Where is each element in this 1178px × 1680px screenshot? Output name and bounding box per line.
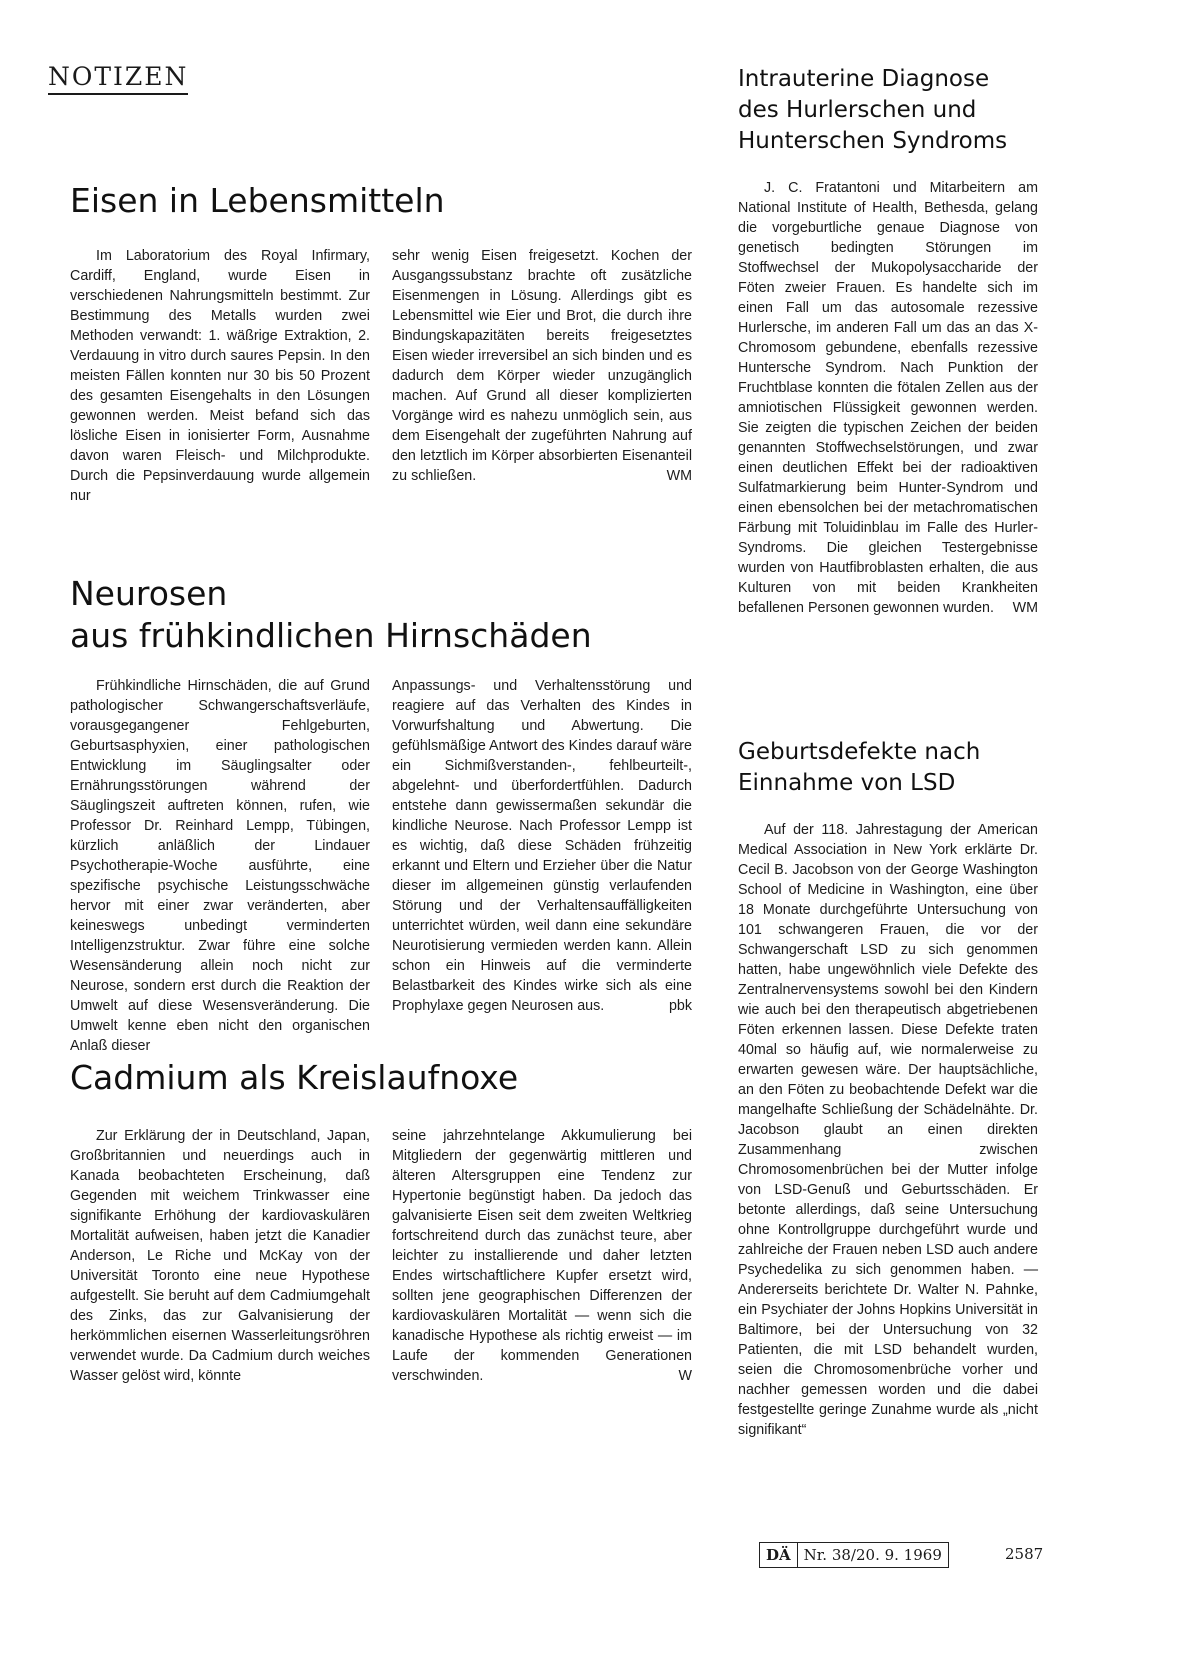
article-title-hurler [738,64,1007,157]
article-neurosen-col1 [70,676,370,1056]
title-line: aus frühkindlichen Hirnschäden [70,616,592,655]
title-line: Intrauterine Diagnose [738,66,990,92]
journal-abbrev: DÄ [760,1543,798,1567]
article-cadmium-col1 [70,1126,370,1386]
title-line: Hunterschen Syndroms [738,128,1008,154]
article-eisen-col2 [392,246,692,486]
article-hurler-body [738,178,1038,618]
article-title-cadmium: Cadmium als Kreislaufnoxe [70,1058,519,1097]
section-label: NOTIZEN [48,62,188,95]
article-title-eisen: Eisen in Lebensmitteln [70,181,445,220]
article-eisen-signoff: WM [666,468,692,484]
article-title-lsd [738,737,980,799]
article-cadmium-col2 [392,1126,692,1386]
article-neurosen-col2 [392,676,692,1016]
article-cadmium-signoff: W [678,1368,692,1384]
title-line: Neurosen [70,574,228,613]
article-eisen-col1 [70,246,370,506]
article-neurosen-col2-text: Anpassungs- und Verhaltensstörung und reagiere auf das Verhalten des Kindes in Vorwurfshaltung und Abwertung. Die gefühlsmäßige Antwort des Kindes darauf wäre ein Sichmißverstanden-, fehlbeurteilt-, abgelehnt- und überfordertfühlen. Dadurch entstehe dann gewissermaßen sekundär die kindliche Neurose. Nach Professor Lempp ist es wichtig, daß diese Schäden frühzeitig erkannt und Eltern und Erzieher über die Natur dieser im allgemeinen günstig verlaufenden Störung und der Verhaltensauffälligkeiten unterrichtet würden, weil dann eine sekundäre Neurotisierung vermieden werden kann. Allein schon ein Hinweis auf die verminderte Belastbarkeit des Kindes wirke sich als eine Prophylaxe gegen Neurosen aus. [392,678,692,1014]
article-cadmium-col2-text: seine jahrzehntelange Akkumulierung bei Mitgliedern der gegenwärtig mittleren und älteren Altersgruppen eine Tendenz zur Hypertonie begünstigt haben. Da jedoch das galvanisierte Eisen seit dem zweiten Weltkrieg fortschreitend durch das zunächst teure, aber leichter zu installierende und daher letzten Endes wirtschaftlichere Kupfer ersetzt wird, sollten jene geographischen Differenzen der kardiovaskulären Mortalität — wenn sich die kanadische Hypothese als richtig erweist — im Laufe der kommenden Generationen verschwinden. [392,1128,692,1384]
article-eisen-col1-text: Im Laboratorium des Royal Infirmary, Cardiff, England, wurde Eisen in verschiedenen Nahrungsmitteln bestimmt. Zur Bestimmung des Metalls wurden zwei Methoden verwandt: 1. wäßrige Extraktion, 2. Verdauung in vitro durch saures Pepsin. In den meisten Fällen konnten nur 30 bis 50 Prozent des gesamten Eisengehalts in den Lösungen gewonnen werden. Meist befand sich das lösliche Eisen in ionisierter Form, Ausnahme davon waren Fleisch- und Milchprodukte. Durch die Pepsinverdauung wurde allgemein nur [70,248,370,504]
article-title-neurosen [70,573,592,657]
page-number: 2587 [1005,1545,1044,1563]
article-lsd-body [738,820,1038,1440]
article-neurosen-col1-text: Frühkindliche Hirnschäden, die auf Grund pathologischer Schwangerschaftsverläufe, vorausgegangener Fehlgeburten, Geburtsasphyxien, einer pathologischen Entwicklung im Säuglingsalter oder Ernährungsstörungen während der Säuglingszeit auftreten können, rufen, wie Professor Dr. Reinhard Lempp, Tübingen, kürzlich anläßlich der Lindauer Psychotherapie-Woche ausführte, eine spezifische psychische Leistungsschwäche hervor mit einer zwar veränderten, aber keineswegs unbedingt verminderten Intelligenzstruktur. Zwar führe eine solche Wesensänderung allein noch nicht zur Neurose, sondern erst durch die Reaktion der Umwelt auf diese Wesensveränderung. Die Umwelt kenne eben nicht den organischen Anlaß dieser [70,678,370,1054]
article-eisen-col2-text: sehr wenig Eisen freigesetzt. Kochen der Ausgangssubstanz brachte oft zusätzliche Eisenmengen in Lösung. Allerdings gibt es Lebensmittel wie Eier und Brot, die durch ihre Bindungskapazitäten bereits freigesetztes Eisen wieder irreversibel an sich binden und es dadurch dem Körper wieder unzugänglich machen. Auf Grund all dieser komplizierten Vorgänge wird es nahezu unmöglich sein, aus dem Eisengehalt der zugeführten Nahrung auf den letztlich im Körper absorbierten Eisenanteil zu schließen. [392,248,692,484]
issue-number: Nr. 38/20. 9. 1969 [803,1546,942,1564]
article-lsd-text: Auf der 118. Jahrestagung der American Medical Association in New York erklärte Dr. Cecil B. Jacobson von der George Washington School of Medicine in Washington, eine über 18 Monate durchgeführte Untersuchung von 101 schwangeren Frauen, die vor der Schwangerschaft LSD zu sich genommen hatten, habe ungewöhnlich viele Defekte des Zentralnervensystems sowohl bei den Kindern wie auch bei den therapeutisch abgetriebenen Föten erkennen lassen. Diese Defekte traten 40mal so häufig auf, wie normalerweise zu erwarten gewesen wäre. Der hauptsächliche, an den Föten zu beobachtende Defekt war die mangelhafte Schließung der Schädelnähte. Dr. Jacobson glaubt an einen direkten Zusammenhang zwischen Chromosomenbrüchen bei der Mutter infolge von LSD-Genuß und Geburtsschäden. Er betonte allerdings, daß seine Untersuchung ohne Kontrollgruppe durchgeführt wurde und zahlreiche der Frauen neben LSD auch andere Psychedelika zu sich genommen haben. — Andererseits berichtete Dr. Walter N. Pahnke, ein Psychiater der Johns Hopkins Universität in Baltimore, bei der Untersuchung von 32 Patienten, die mit LSD behandelt wurden, seien die Chromosomenbrüche vorher und nachher gemessen worden und die dabei festgestellte geringe Zunahme wurde als „nicht signifikant“ [738,822,1038,1438]
article-hurler-text: J. C. Fratantoni und Mitarbeitern am National Institute of Health, Bethesda, gelang die vorgeburtliche genaue Diagnose von genetisch bedingten Störungen im Stoffwechsel der Mukopolysaccharide der Föten zweier Frauen. Es handelte sich im einen Fall um das autosomale rezessive Hurlersche, im anderen Fall um das an das X-Chromosom gebundene, ebenfalls rezessive Huntersche Syndrom. Nach Punktion der Fruchtblase konnten die fötalen Zellen aus der amniotischen Flüssigkeit gewonnen werden. Sie zeigten die typischen Zeichen der beiden genannten Stoffwechselstörungen, und zwar einen deutlichen Effekt bei der radioaktiven Sulfatmarkierung beim Hunter-Syndrom und einen ebensolchen bei der metachromatischen Färbung mit Toluidinblau im Falle des Hurler-Syndroms. Die gleichen Testergebnisse wurden von Hautfibroblasten erhalten, die aus Kulturen von mit beiden Krankheiten befallenen Personen gewonnen wurden. [738,180,1038,616]
article-cadmium-col1-text: Zur Erklärung der in Deutschland, Japan, Großbritannien und neuerdings auch in Kanada beobachteten Erscheinung, daß Gegenden mit weichem Trinkwasser eine signifikante Erhöhung der kardiovaskulären Mortalität aufweisen, haben jetzt die Kanadier Anderson, Le Riche und McKay von der Universität Toronto eine neue Hypothese aufgestellt. Sie beruht auf dem Cadmiumgehalt des Zinks, das zur Galvanisierung der herkömmlichen eisernen Wasserleitungsröhren verwendet wurde. Da Cadmium durch weiches Wasser gelöst wird, könnte [70,1128,370,1384]
article-hurler-signoff: WM [1012,600,1038,616]
article-neurosen-signoff: pbk [668,998,692,1014]
title-line: Einnahme von LSD [738,770,956,796]
title-line: des Hurlerschen und [738,97,977,123]
journal-issue-box [759,1542,949,1568]
title-line: Geburtsdefekte nach [738,739,981,765]
